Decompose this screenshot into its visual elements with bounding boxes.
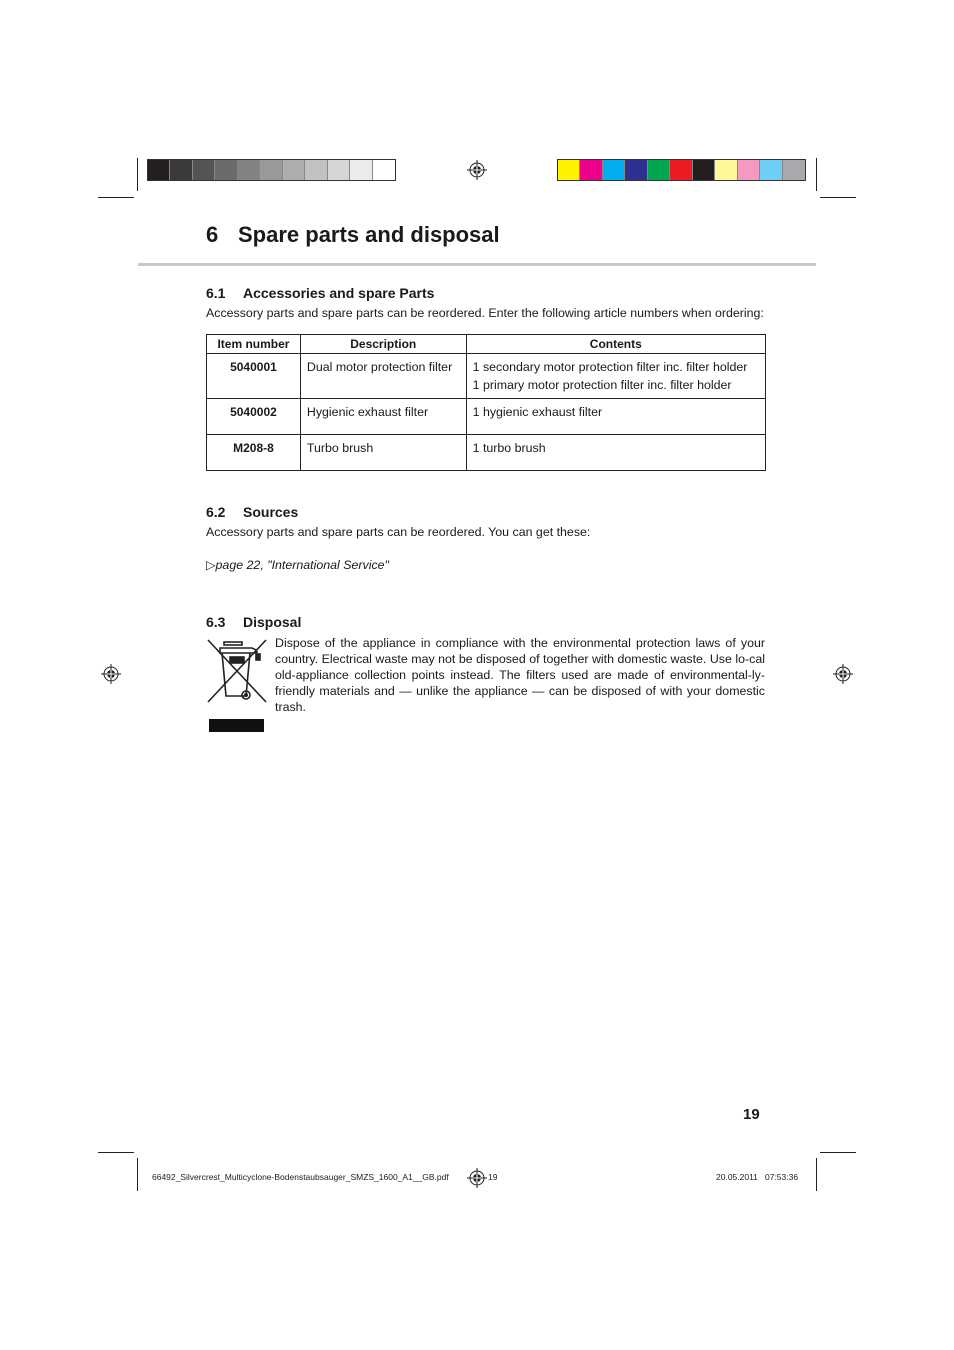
table-row [207,399,766,435]
grey-swatch [373,160,395,180]
grey-swatch [305,160,327,180]
page-number: 19 [743,1106,760,1123]
table-header-row [207,335,766,354]
crop-mark [137,1158,138,1191]
footer-timestamp: 20.05.2011 07:53:36 [716,1172,799,1182]
color-swatch [693,160,715,180]
color-swatch [625,160,647,180]
registration-mark-icon [101,664,121,684]
page-title [206,222,500,248]
color-swatch [603,160,625,180]
section-heading-sources: 6.2 Sources [206,504,299,520]
title-divider [138,263,816,266]
item-number: 5040001 [207,354,301,399]
item-contents: 1 hygienic exhaust filter [466,399,765,435]
column-header: Item number [207,335,301,354]
grey-swatch [193,160,215,180]
crop-mark [820,1152,856,1153]
footer-page: 19 [488,1172,498,1182]
grey-swatch [215,160,237,180]
sources-text: Accessory parts and spare parts can be reordered. You can get these: [206,525,591,539]
item-description: Hygienic exhaust filter [300,399,466,435]
grey-swatch [350,160,372,180]
grey-swatch [283,160,305,180]
table-row [207,354,766,399]
grey-swatch [238,160,260,180]
chapter-title: Spare parts and disposal [238,222,500,247]
disposal-text: Dispose of the appliance in compliance with the environmental protection laws of your country. Electrical waste may not be disposed of together with domestic waste. Use lo-cal old-appliance collection points instead. The filters used are made of environmental-ly-friendly materials and — unlike the appliance — can be disposed of with your domestic trash. [275,636,765,714]
grey-calibration-bar [147,159,396,181]
registration-mark-icon [467,160,487,180]
grey-swatch [328,160,350,180]
crop-mark [98,197,134,198]
column-header: Contents [466,335,765,354]
item-number: M208-8 [207,435,301,471]
triangle-right-icon: ▷ [206,558,216,572]
footer-filename: 66492_Silvercrest_Multicyclone-Bodenstaubsauger_SMZS_1600_A1__GB.pdf [152,1172,449,1182]
item-contents: 1 turbo brush [466,435,765,471]
section-heading-disposal: 6.3 Disposal [206,614,302,630]
column-header: Description [300,335,466,354]
color-swatch [580,160,602,180]
crop-mark [98,1152,134,1153]
item-contents: 1 secondary motor protection filter inc. filter holder 1 primary motor protection filter inc. filter holder [466,354,765,399]
color-swatch [558,160,580,180]
registration-mark-icon [467,1168,487,1188]
color-swatch [648,160,670,180]
spare-parts-table [206,334,766,471]
table-row [207,435,766,471]
grey-swatch [260,160,282,180]
grey-swatch [170,160,192,180]
grey-swatch [148,160,170,180]
color-swatch [670,160,692,180]
crop-mark [137,158,138,191]
cross-reference-link[interactable]: ▷page 22, "International Service" [206,558,389,572]
color-calibration-bar [557,159,806,181]
item-description: Turbo brush [300,435,466,471]
color-swatch [715,160,737,180]
color-swatch [760,160,782,180]
crop-mark [816,158,817,191]
crop-mark [820,197,856,198]
crop-mark [816,1158,817,1191]
registration-mark-icon [833,664,853,684]
chapter-number: 6 [206,222,219,247]
item-description: Dual motor protection filter [300,354,466,399]
crossed-out-wheelie-bin-icon [206,638,268,734]
item-number: 5040002 [207,399,301,435]
color-swatch [783,160,805,180]
accessories-intro: Accessory parts and spare parts can be reordered. Enter the following article numbers when ordering: [206,306,764,320]
color-swatch [738,160,760,180]
section-heading-accessories: 6.1 Accessories and spare Parts [206,285,435,301]
